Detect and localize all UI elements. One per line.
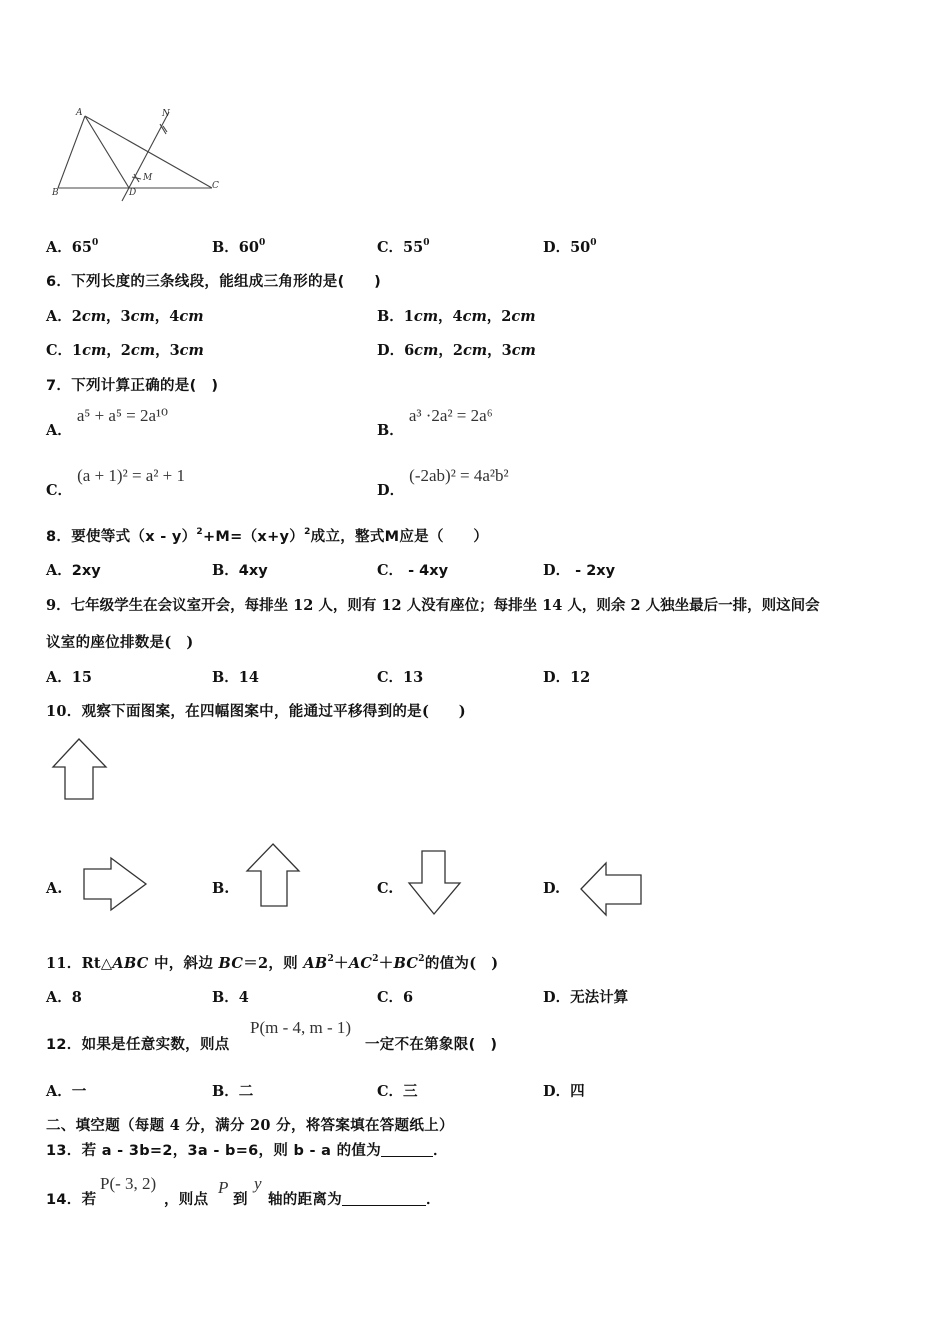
label-point-a: A — [76, 108, 83, 118]
label-point-c: C — [212, 181, 219, 191]
q14-y: y — [254, 1174, 262, 1193]
q6-option-b[interactable]: B．1cm，4cm，2cm — [377, 308, 536, 325]
label-point-d: D — [129, 188, 137, 198]
q9-option-b[interactable]: B．14 — [212, 669, 259, 686]
q6-stem: 6．下列长度的三条线段，能组成三角形的是( ) — [46, 274, 382, 290]
q5-option-a[interactable]: A．$65^0$ — [46, 238, 99, 256]
q7-expr-c: (a + 1)² = a² + 1 — [77, 466, 186, 485]
q12-point: P(m - 4, m - 1) — [250, 1018, 352, 1037]
q9-stem-line1: 9．七年级学生在会议室开会，每排坐 12 人，则有 12 人没有座位；每排坐 14 人，则余 2 人独坐最后一排，则这间会 — [46, 597, 820, 614]
q14-stem-a: 14．若 — [46, 1192, 97, 1208]
q7-stem: 7．下列计算正确的是( ) — [46, 378, 219, 394]
q5-option-d[interactable]: D．$50^0$ — [543, 238, 597, 256]
q11-option-c[interactable]: C．6 — [377, 989, 414, 1006]
q9-stem-line2: 议室的座位排数是( ) — [46, 634, 194, 651]
q7-option-c[interactable]: C． (a + 1)² = a² + 1 — [46, 466, 186, 499]
arrow-left-icon[interactable] — [580, 862, 650, 922]
q10-stem: 10．观察下面图案，在四幅图案中，能通过平移得到的是( ) — [46, 703, 466, 720]
q12-option-b[interactable]: B．二 — [212, 1083, 254, 1100]
q5-option-b[interactable]: B．$60^0$ — [212, 238, 266, 256]
arrow-right-icon[interactable] — [83, 857, 153, 917]
arrow-up-reference-icon — [52, 738, 112, 808]
triangle-figure — [0, 0, 950, 220]
q12-option-a[interactable]: A．一 — [46, 1083, 87, 1100]
label-point-m: M — [143, 173, 153, 183]
q7-option-d[interactable]: D． (-2ab)² = 4a²b² — [377, 466, 509, 499]
q8-option-d[interactable]: D． - 2xy — [543, 562, 616, 579]
q10-option-a-label[interactable]: A. — [46, 880, 63, 897]
q8-option-a[interactable]: A．2xy — [46, 562, 101, 579]
q13-stem: 13．若 a - 3b=2，3a - b=6，则 b - a 的值为 ． — [46, 1143, 448, 1159]
q7-expr-b: a³ ·2a² = 2a⁶ — [408, 406, 493, 425]
q7-option-b[interactable]: B． a³ ·2a² = 2a⁶ — [377, 406, 493, 439]
q14-stem-d: 轴的距离为 ． — [268, 1192, 441, 1208]
q11-option-a[interactable]: A．8 — [46, 989, 82, 1006]
q11-option-d[interactable]: D．无法计算 — [543, 989, 629, 1006]
q6-option-d[interactable]: D．6cm，2cm，3cm — [377, 342, 536, 359]
q14-point: P(- 3, 2) — [100, 1174, 157, 1193]
q6-option-a[interactable]: A．2cm，3cm，4cm — [46, 308, 204, 325]
q12-stem-a: 12．如果是任意实数，则点 — [46, 1037, 230, 1053]
q9-option-d[interactable]: D．12 — [543, 669, 591, 686]
q7-expr-a: a⁵ + a⁵ = 2a¹⁰ — [76, 406, 168, 425]
q7-expr-d: (-2ab)² = 4a²b² — [409, 466, 509, 485]
q14-p: P — [218, 1178, 229, 1197]
q10-option-c-label[interactable]: C. — [377, 880, 394, 897]
q12-option-c[interactable]: C．三 — [377, 1083, 418, 1100]
q8-option-c[interactable]: C． - 4xy — [377, 562, 449, 579]
q6-option-c[interactable]: C．1cm，2cm，3cm — [46, 342, 204, 359]
q8-option-b[interactable]: B．4xy — [212, 562, 268, 579]
q12-option-d[interactable]: D．四 — [543, 1083, 585, 1100]
section-heading-fill-in: 二、填空题（每题 4 分，满分 20 分，将答案填在答题纸上） — [46, 1117, 454, 1134]
q8-stem: 8．要使等式$(x - y)^2+M=(x+y)^2$成立，整式M应是（ ） — [46, 527, 489, 545]
q14-stem-c: 到 — [233, 1192, 248, 1208]
q13-answer-blank[interactable] — [381, 1142, 433, 1157]
label-point-b: B — [52, 188, 59, 198]
label-point-n: N — [162, 109, 170, 119]
q10-option-b-label[interactable]: B. — [212, 880, 230, 897]
arrow-down-icon[interactable] — [408, 850, 468, 920]
q14-stem-b: ，则点 — [164, 1192, 209, 1208]
q12-stem-b: 一定不在第象限( ) — [365, 1037, 498, 1053]
q11-stem: 11．Rt△ABC 中，斜边 BC＝2，则 $AB^2+AC^2+BC^2$的值为( ) — [46, 954, 499, 972]
q11-option-b[interactable]: B．4 — [212, 989, 249, 1006]
arrow-up-icon[interactable] — [246, 843, 306, 913]
q5-option-c[interactable]: C．$55^0$ — [377, 238, 430, 256]
q10-option-d-label[interactable]: D. — [543, 880, 561, 897]
q9-option-c[interactable]: C．13 — [377, 669, 424, 686]
q9-option-a[interactable]: A．15 — [46, 669, 92, 686]
q14-answer-blank[interactable] — [342, 1191, 426, 1206]
q7-option-a[interactable]: A． a⁵ + a⁵ = 2a¹⁰ — [46, 406, 168, 439]
